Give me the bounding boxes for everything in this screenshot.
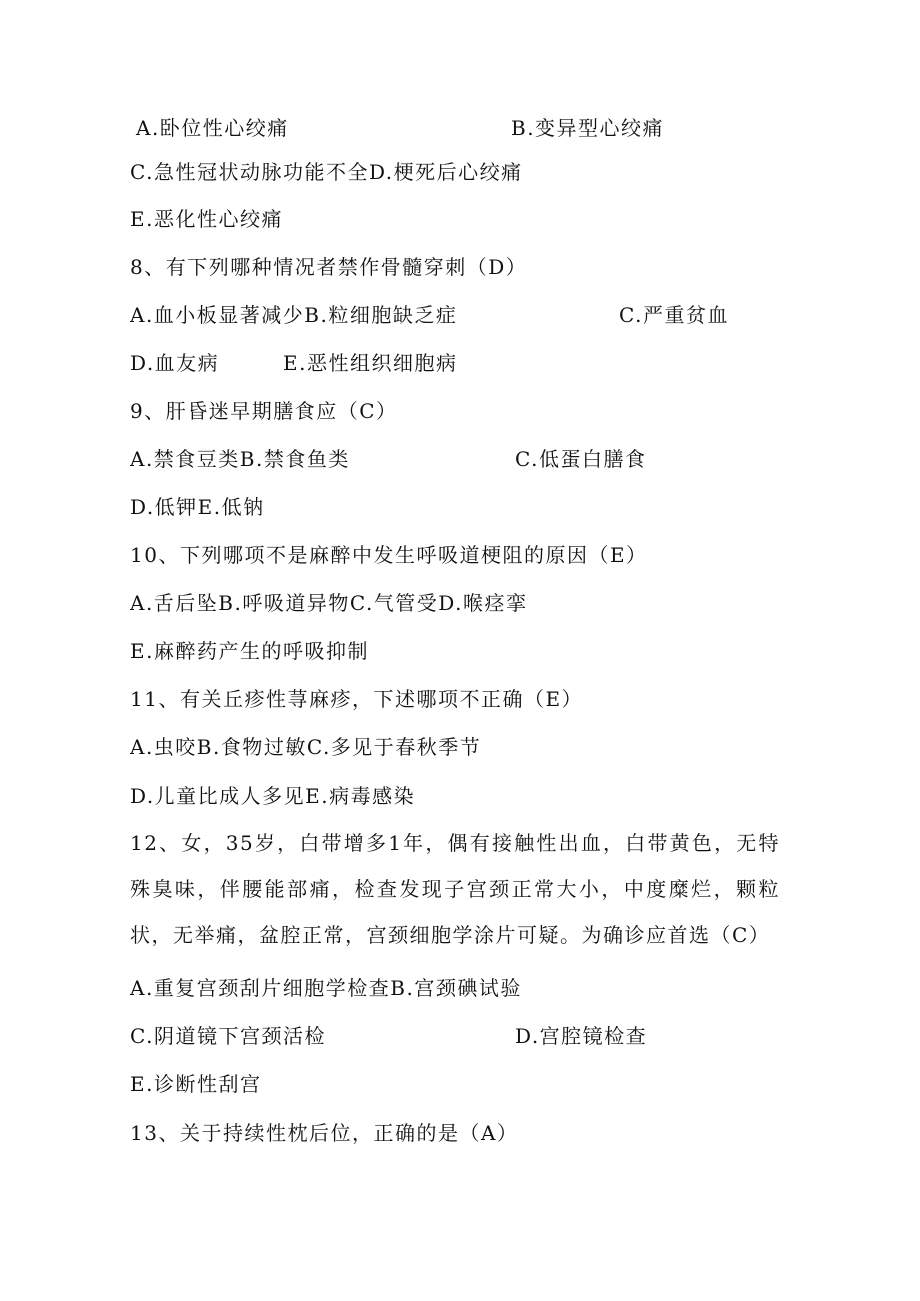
q11-options-row-2: D.儿童比成人多见E.病毒感染: [130, 784, 416, 808]
q12-options-row-3: E.诊断性刮宫: [130, 1072, 262, 1096]
options-a-b: A.禁食豆类B.禁食鱼类: [130, 447, 350, 471]
q8-options-row-1: [130, 300, 729, 330]
option-c: C.阴道镜下宫颈活检: [130, 1024, 326, 1048]
q10-options-row-1: A.舌后坠B.呼吸道异物C.气管受D.喉痉挛: [130, 591, 528, 615]
options-a-b: A.血小板显著减少B.粒细胞缺乏症: [130, 303, 458, 327]
q12-options-row-2: [130, 1021, 648, 1051]
option-d: D.血友病: [130, 351, 220, 375]
option-d: D.宫腔镜检查: [515, 1024, 648, 1048]
q10-options-row-2: E.麻醉药产生的呼吸抑制: [130, 639, 369, 663]
option-b: B.变异型心绞痛: [511, 116, 665, 140]
q7-options-row-1: [130, 113, 665, 143]
q9-options-row-2: D.低钾E.低钠: [130, 495, 265, 519]
q12-options-row-1: A.重复宫颈刮片细胞学检查B.宫颈碘试验: [130, 976, 522, 1000]
q10-question: 10、下列哪项不是麻醉中发生呼吸道梗阻的原因（E）: [130, 543, 648, 567]
option-c: C.严重贫血: [619, 303, 729, 327]
option-e: E.恶性组织细胞病: [283, 351, 458, 375]
q7-options-row-3: E.恶化性心绞痛: [130, 207, 283, 231]
q11-question: 11、有关丘疹性荨麻疹，下述哪项不正确（E）: [130, 687, 584, 711]
q9-question: 9、肝昏迷早期膳食应（C）: [130, 399, 398, 423]
option-a: A.卧位性心绞痛: [136, 116, 289, 140]
q11-options-row-1: A.虫咬B.食物过敏C.多见于春秋季节: [130, 735, 482, 759]
q9-options-row-1: [130, 444, 647, 474]
q8-options-row-2: [130, 348, 458, 378]
q12-question: 12、女，35岁，白带增多1年，偶有接触性出血，白带黄色，无特殊臭味，伴腰能部痛，检查发现子宫颈正常大小，中度糜烂，颗粒状，无举痛，盆腔正常，宫颈细胞学涂片可疑。为确诊应首选（C）: [130, 831, 780, 947]
option-c: C.低蛋白膳食: [515, 447, 647, 471]
q7-options-row-2: C.急性冠状动脉功能不全D.梗死后心绞痛: [130, 160, 523, 184]
q13-question: 13、关于持续性枕后位，正确的是（A）: [130, 1121, 519, 1145]
q8-question: 8、有下列哪种情况者禁作骨髓穿刺（D）: [130, 255, 528, 279]
